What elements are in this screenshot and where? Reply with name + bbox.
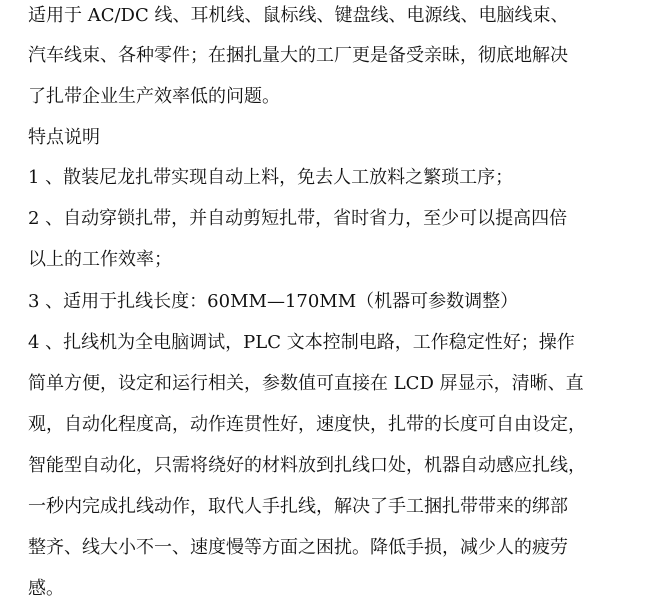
list-item-1: 1 、散装尼龙扎带实现自动上料，免去人工放料之繁琐工序；	[28, 167, 514, 188]
text-line: 适用于 AC/DC 线、耳机线、鼠标线、键盘线、电源线、电脑线束、	[28, 5, 569, 26]
list-item-4-continued: 整齐、线大小不一、速度慢等方面之困扰。降低手损，减少人的疲劳	[28, 537, 568, 558]
list-item-3: 3 、适用于扎线长度：60MM—170MM（机器可参数调整）	[28, 291, 519, 312]
list-item-4-continued: 感。	[28, 578, 64, 599]
list-item-4: 4 、扎线机为全电脑调试，PLC 文本控制电路，工作稳定性好；操作	[28, 332, 575, 353]
list-item-2-continued: 以上的工作效率；	[28, 249, 172, 270]
list-item-4-continued: 简单方便，设定和运行相关，参数值可直接在 LCD 屏显示，清晰、直	[28, 373, 584, 394]
list-item-4-continued: 一秒内完成扎线动作，取代人手扎线，解决了手工捆扎带带来的绑部	[28, 496, 568, 517]
list-item-2: 2 、自动穿锁扎带，并自动剪短扎带，省时省力，至少可以提高四倍	[28, 208, 568, 229]
list-item-4-continued: 智能型自动化，只需将绕好的材料放到扎线口处，机器自动感应扎线，	[28, 455, 586, 476]
text-line: 汽车线束、各种零件；在捆扎量大的工厂更是备受亲昧，彻底地解决	[28, 45, 568, 66]
text-line: 了扎带企业生产效率低的问题。	[28, 86, 280, 107]
section-heading: 特点说明	[28, 127, 100, 148]
list-item-4-continued: 观，自动化程度高，动作连贯性好，速度快，扎带的长度可自由设定，	[28, 414, 586, 435]
